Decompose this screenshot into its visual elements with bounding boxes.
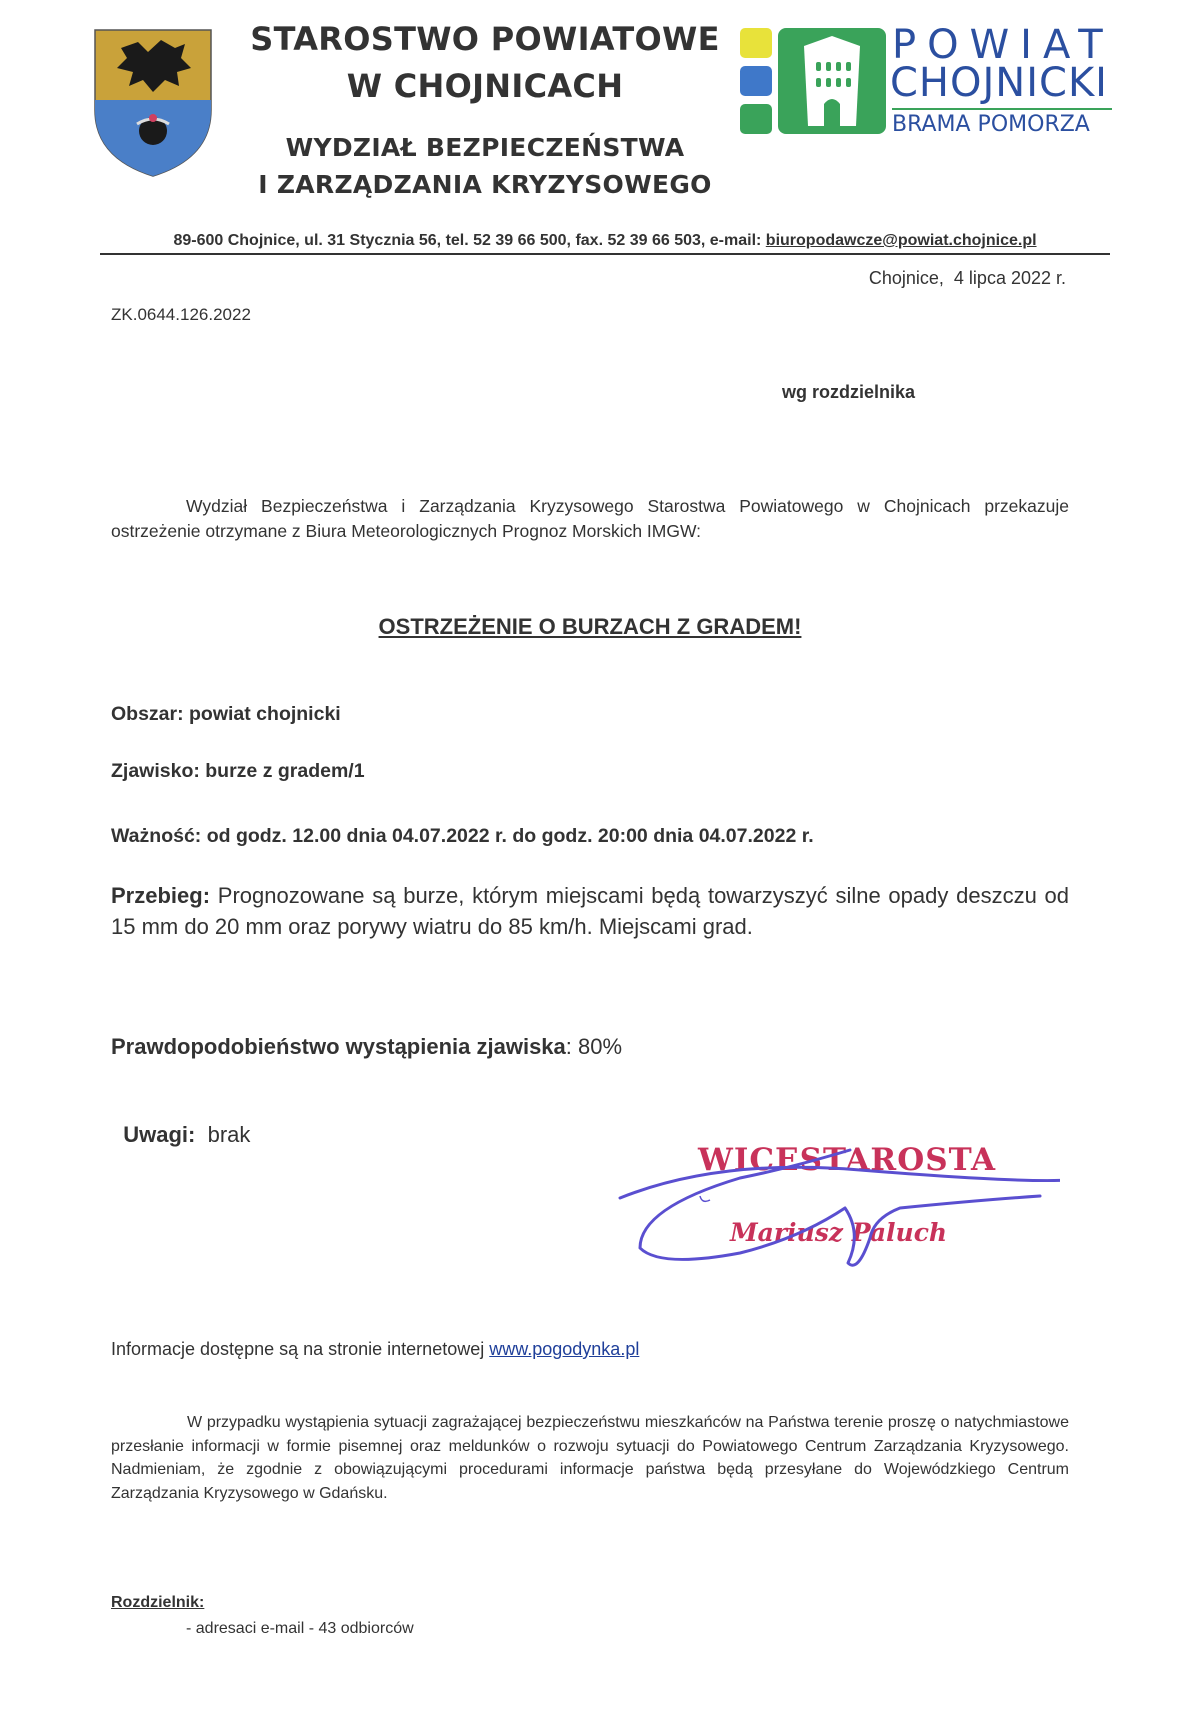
coat-of-arms-icon — [93, 28, 213, 178]
stamp-name: Mariusz Paluch — [730, 1218, 948, 1247]
info-line — [111, 1337, 639, 1362]
office-name-line2: W CHOJNICACH — [346, 67, 624, 105]
office-name-line1: STAROSTWO POWIATOWE — [250, 20, 720, 58]
reference-number: ZK.0644.126.2022 — [111, 305, 251, 324]
contact-line — [100, 232, 1110, 250]
addressee: wg rozdzielnika — [782, 382, 916, 402]
department-line2: I ZARZĄDZANIA KRYZYSOWEGO — [258, 170, 712, 199]
pogodynka-link[interactable]: www.pogodynka.pl — [489, 1339, 640, 1359]
contact-details: 89-600 Chojnice, ul. 31 Stycznia 56, tel. 52 39 66 500, fax. 52 39 66 503, e-mail: — [173, 232, 762, 249]
department-line1: WYDZIAŁ BEZPIECZEŃSTWA — [285, 133, 685, 162]
probability-value: : 80% — [565, 1034, 623, 1059]
intro-paragraph: Wydział Bezpieczeństwa i Zarządzania Kryzysowego Starostwa Powiatowego w Chojnicach przekazuje ostrzeżenie otrzymane z Biura Meteorologicznych Prognoz Morskich IMGW: — [111, 496, 1069, 541]
warning-title: OSTRZEŻENIE O BURZACH Z GRADEM! — [378, 614, 802, 639]
distribution-label: Rozdzielnik: — [111, 1594, 205, 1611]
probability-label: Prawdopodobieństwo wystąpienia zjawiska — [111, 1034, 566, 1059]
remarks-field — [111, 1096, 250, 1148]
tower-gate-icon — [740, 26, 890, 136]
probability-field — [111, 1034, 622, 1060]
handwritten-signature — [600, 1138, 1060, 1278]
brand-word-powiat: POWIAT — [892, 22, 1114, 68]
distribution-item: - adresaci e-mail - 43 odbiorców — [186, 1620, 414, 1637]
contact-email-link[interactable]: biuropodawcze@powiat.chojnice.pl — [765, 232, 1037, 249]
place-and-date: Chojnice, 4 lipca 2022 r. — [868, 268, 1066, 288]
stamp-title: WICESTAROSTA — [698, 1142, 997, 1178]
remarks-label: Uwagi: — [123, 1122, 196, 1147]
course-text: Prognozowane są burze, którym miejscami będą towarzyszyć silne opady deszczu od 15 mm do 20 mm oraz porywy wiatru do 85 km/h. Miejscami grad. — [111, 883, 1069, 939]
phenomenon-field: Zjawisko: burze z gradem/1 — [111, 760, 365, 782]
brand-tagline: BRAMA POMORZA — [892, 112, 1090, 137]
brand-word-chojnicki: CHOJNICKI — [890, 60, 1108, 106]
powiat-chojnicki-logo — [740, 22, 1180, 141]
info-text: Informacje dostępne są na stronie internetowej — [111, 1339, 485, 1359]
area-field: Obszar: powiat chojnicki — [111, 703, 341, 725]
official-stamp — [600, 1138, 1060, 1278]
closing-paragraph: W przypadku wystąpienia sytuacji zagrażającej bezpieczeństwu mieszkańców na Państwa terenie proszę o natychmiastowe przesłanie informacji w formie pisemnej oraz meldunków o rozwoju sytuacji do Powiatowego Centrum Zarządzania Kryzysowego. Nadmieniam, że zgodnie z obowiązującymi procedurami informacje państwa będą przesyłane do Wojewódzkiego Centrum Zarządzania Kryzysowego w Gdańsku. — [111, 1414, 1069, 1502]
course-paragraph — [111, 880, 1069, 942]
course-label: Przebieg: — [111, 883, 211, 908]
remarks-value: brak — [207, 1122, 251, 1147]
validity-field: Ważność: od godz. 12.00 dnia 04.07.2022 r. do godz. 20:00 dnia 04.07.2022 r. — [111, 825, 814, 847]
header-divider — [100, 253, 1110, 255]
brand-rule — [892, 108, 1112, 110]
